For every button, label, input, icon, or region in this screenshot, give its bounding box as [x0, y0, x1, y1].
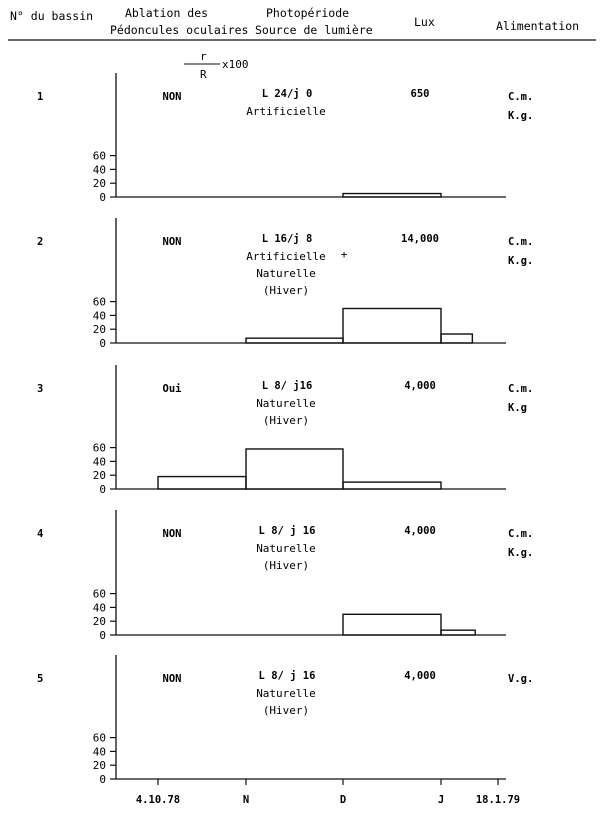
data-bar: [343, 194, 441, 197]
bassin-number: 4: [37, 528, 44, 540]
light-source-line: (Hiver): [262, 559, 310, 572]
y-tick-label: 60: [92, 731, 106, 745]
x-axis-labels: [136, 779, 520, 806]
ablation-value: NON: [162, 528, 182, 540]
y-tick-label: 40: [92, 601, 106, 615]
alimentation-value: V.g.: [508, 673, 534, 685]
header-photo-2: Source de lumière: [255, 23, 373, 37]
y-tick-label: 60: [92, 587, 106, 601]
y-tick-label: 0: [99, 629, 106, 642]
photoperiod-value: L 8/ j 16: [258, 670, 316, 682]
alimentation-value: K.g.: [508, 255, 534, 267]
formula-numerator: r: [200, 50, 207, 63]
alimentation-value: K.g: [508, 402, 527, 414]
header-lux: Lux: [414, 15, 435, 29]
bassin-number: 3: [37, 383, 44, 395]
bassin-number: 5: [37, 673, 44, 685]
light-source-line: Naturelle: [256, 687, 316, 700]
alimentation-value: C.m.: [508, 91, 534, 103]
y-tick-label: 60: [92, 295, 106, 309]
panel-2: [37, 218, 533, 350]
panel-5: [37, 655, 533, 786]
y-tick-label: 60: [92, 149, 106, 163]
y-tick-label: 0: [99, 773, 106, 786]
data-bar: [343, 309, 441, 344]
bassin-number: 2: [37, 236, 44, 248]
y-tick-label: 0: [99, 191, 106, 204]
data-bar: [343, 482, 441, 489]
alimentation-value: C.m.: [508, 383, 534, 395]
formula-denominator: R: [200, 68, 207, 81]
lux-value: 4,000: [404, 380, 436, 392]
light-source-line: Artificielle: [246, 105, 326, 118]
formula-factor: x100: [222, 58, 249, 71]
data-bar: [158, 477, 246, 489]
y-tick-label: 20: [92, 469, 106, 483]
light-source-line: (Hiver): [262, 284, 310, 297]
panel-3: [37, 365, 533, 496]
alimentation-value: K.g.: [508, 547, 534, 559]
table-header: [8, 6, 596, 40]
y-tick-label: 40: [92, 455, 106, 469]
header-ablation-1: Ablation des: [125, 6, 209, 20]
ablation-value: NON: [162, 673, 182, 685]
photoperiod-value: L 16/j 8: [261, 233, 313, 245]
panel-1: [37, 73, 533, 204]
alimentation-value: C.m.: [508, 528, 534, 540]
data-bar: [246, 449, 343, 489]
y-tick-label: 0: [99, 483, 106, 496]
bassin-number: 1: [37, 91, 44, 103]
light-source-line: (Hiver): [262, 414, 310, 427]
light-source-line: Naturelle: [256, 397, 316, 410]
alimentation-value: K.g.: [508, 110, 534, 122]
y-tick-label: 40: [92, 745, 106, 759]
y-tick-label: 20: [92, 759, 106, 773]
data-bar: [343, 614, 441, 635]
y-tick-label: 40: [92, 163, 106, 177]
panel-4: [37, 510, 533, 642]
x-tick-label: J: [437, 794, 445, 806]
lux-value: 14,000: [401, 233, 439, 245]
header-ablation-2: Pédoncules oculaires: [110, 23, 249, 37]
y-tick-label: 60: [92, 441, 106, 455]
y-tick-label: 20: [92, 615, 106, 629]
extra-mark: +: [340, 248, 348, 261]
y-tick-label: 40: [92, 309, 106, 323]
light-source-line: Naturelle: [256, 542, 316, 555]
panels: [37, 73, 533, 786]
x-tick-label: 18.1.79: [475, 794, 521, 806]
header-photo-1: Photopériode: [266, 6, 350, 20]
lux-value: 4,000: [404, 525, 436, 537]
data-bar: [441, 630, 475, 635]
alimentation-value: C.m.: [508, 236, 534, 248]
light-source-line: Naturelle: [256, 267, 316, 280]
data-bar: [441, 334, 472, 343]
y-tick-label: 0: [99, 337, 106, 350]
light-source-line: (Hiver): [262, 704, 310, 717]
x-tick-label: N: [242, 794, 250, 806]
ablation-value: Oui: [162, 383, 182, 395]
photoperiod-value: L 24/j 0: [261, 88, 313, 100]
y-tick-label: 20: [92, 177, 106, 191]
header-alim: Alimentation: [496, 19, 580, 33]
x-tick-label: D: [339, 794, 347, 806]
formula: [184, 50, 249, 81]
data-bar: [246, 338, 343, 343]
ablation-value: NON: [162, 91, 182, 103]
y-tick-label: 20: [92, 323, 106, 337]
lux-value: 4,000: [404, 670, 436, 682]
header-bassin: N° du bassin: [10, 9, 94, 23]
x-tick-label: 4.10.78: [135, 794, 181, 806]
photoperiod-value: L 8/ j 16: [258, 525, 316, 537]
photoperiod-value: L 8/ j16: [261, 380, 313, 392]
light-source-line: Artificielle: [246, 250, 326, 263]
ablation-value: NON: [162, 236, 182, 248]
lux-value: 650: [410, 88, 430, 100]
